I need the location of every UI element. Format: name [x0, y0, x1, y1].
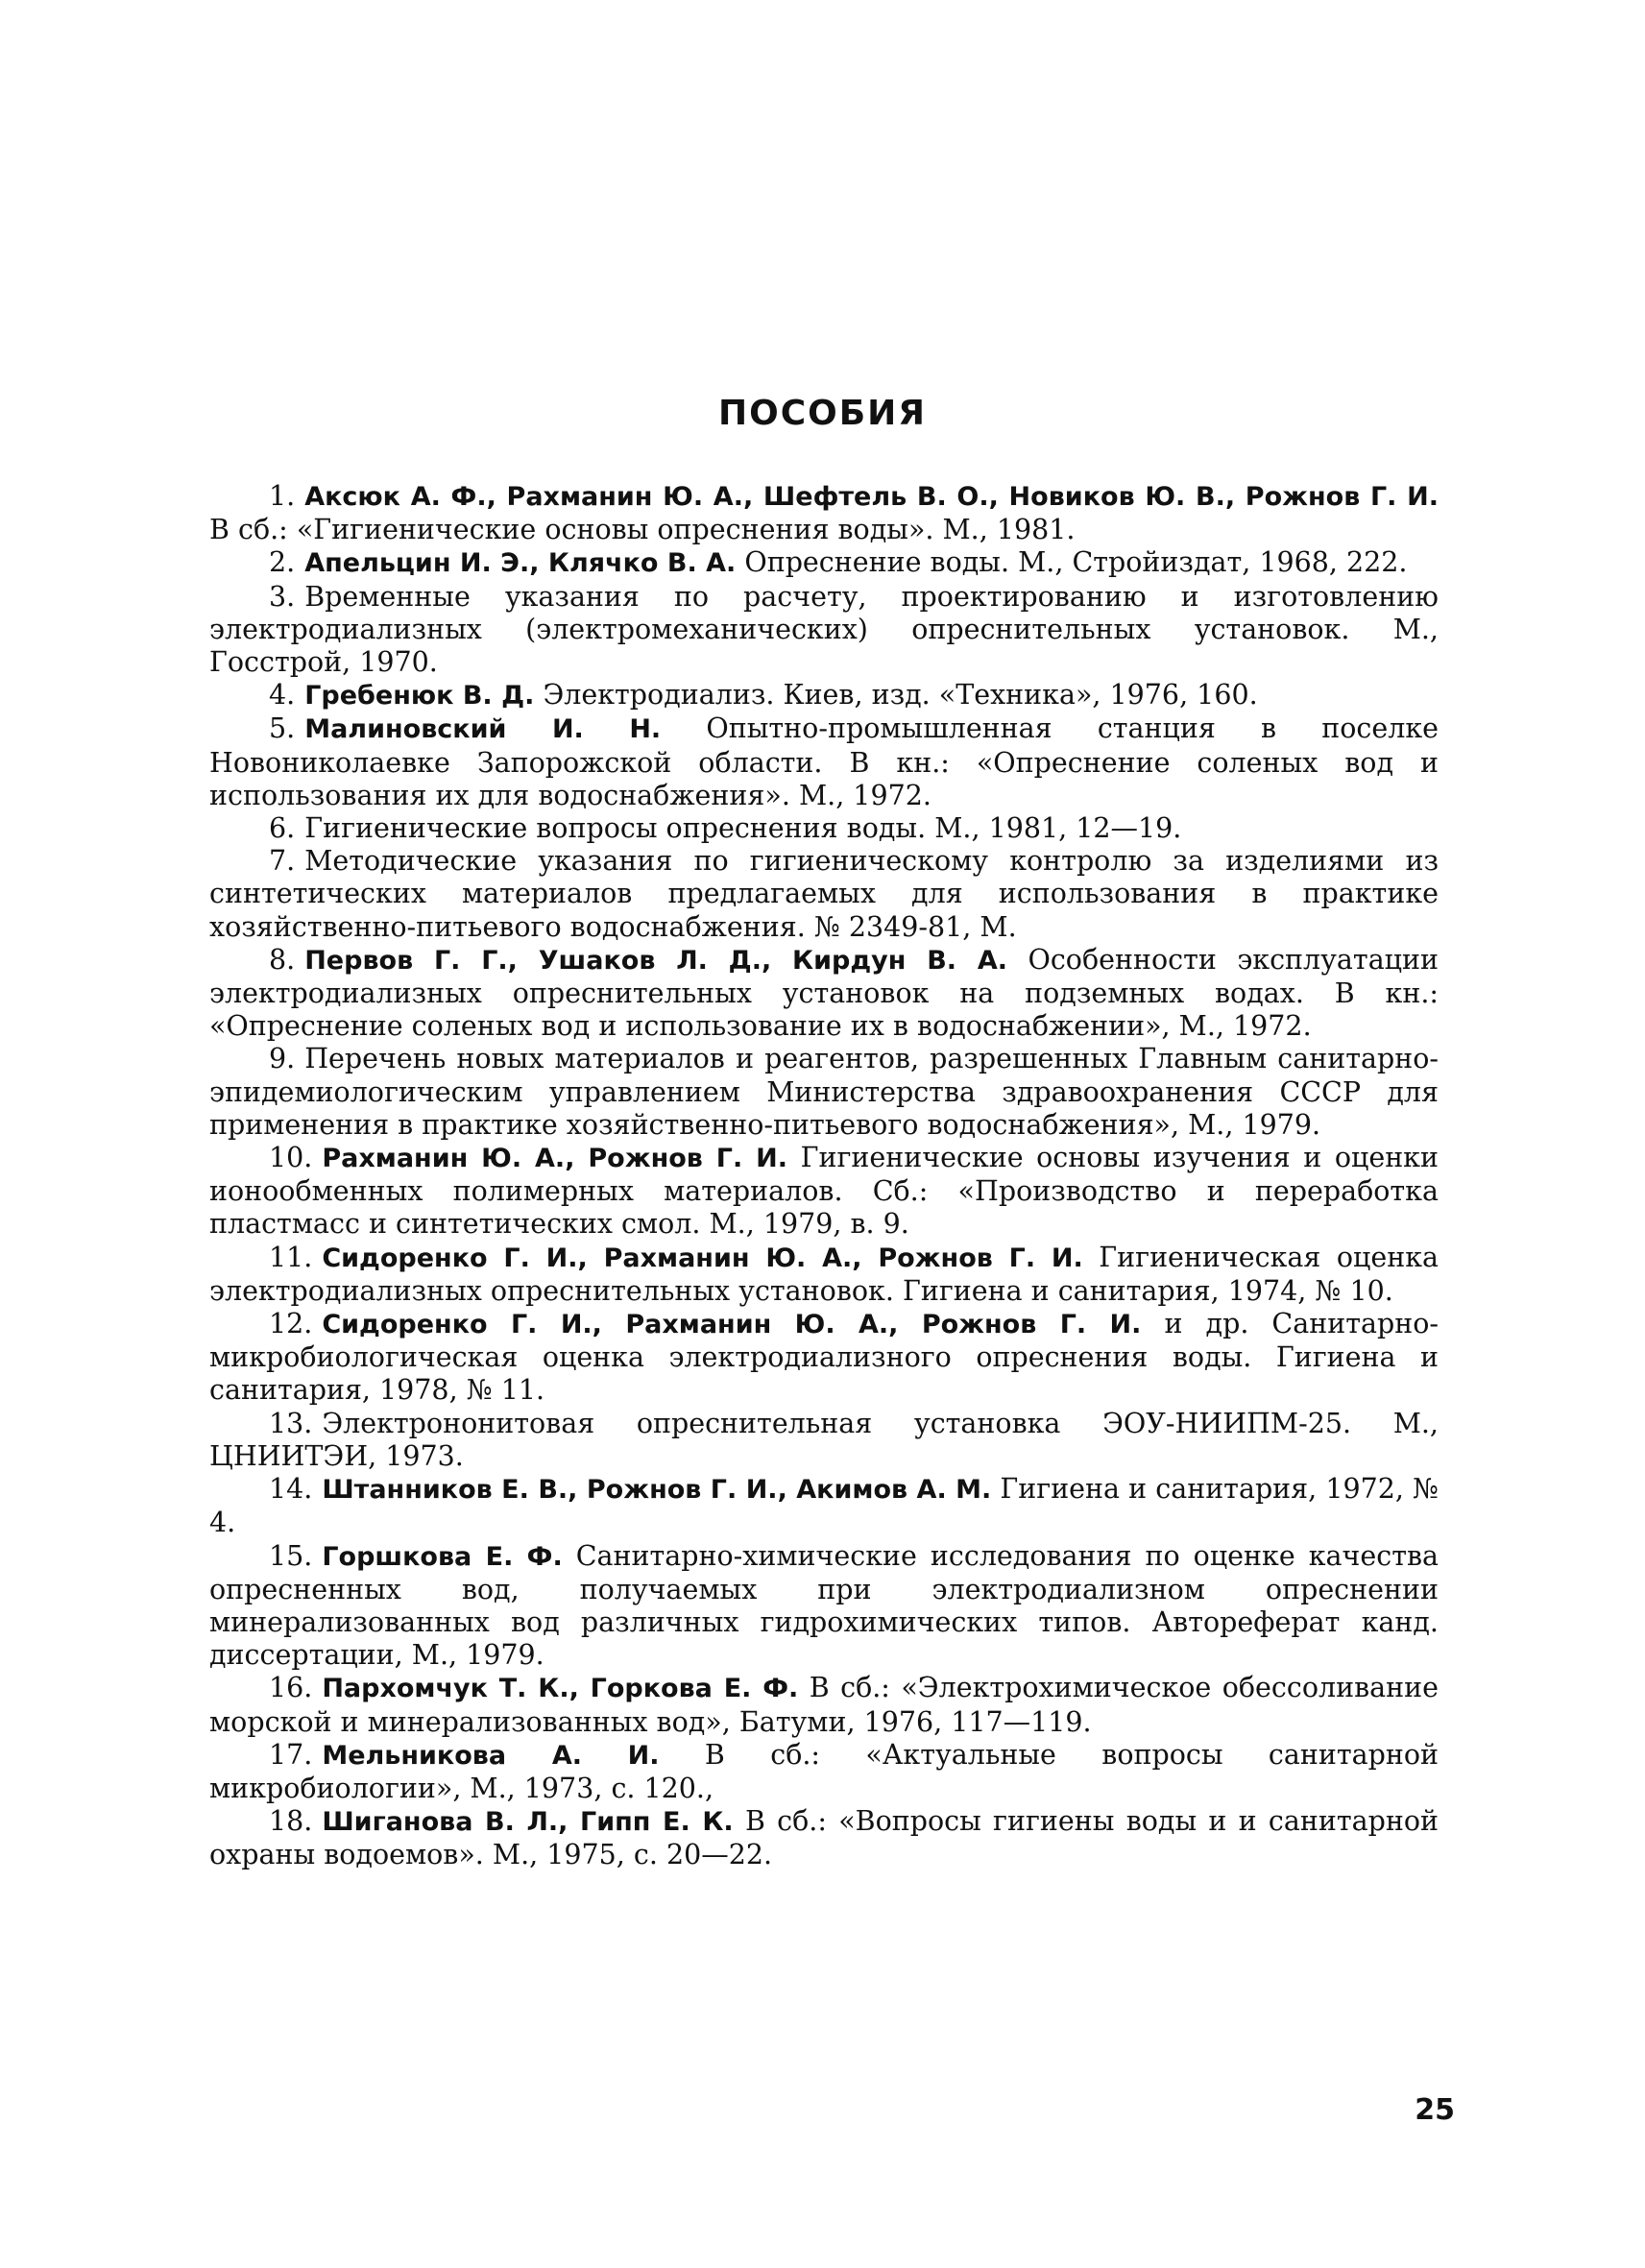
reference-number: 17.	[269, 1738, 313, 1771]
reference-item	[209, 1672, 1439, 1738]
reference-item	[209, 1142, 1439, 1242]
reference-text: Опреснение воды. М., Стройиздат, 1968, 222.	[744, 546, 1408, 579]
reference-authors: Рахманин Ю. А., Рожнов Г. И.	[322, 1144, 787, 1174]
reference-number: 3.	[269, 580, 296, 613]
reference-authors: Пархомчук Т. К., Горкова Е. Ф.	[322, 1674, 799, 1704]
reference-text: Перечень новых материалов и реагентов, разрешенных Главным санитарно-эпидемиологическим управлением Министерства здравоохранения СССР для применения в практике хозяйственно-питьевого водоснабжения», М., 1979.	[209, 1043, 1439, 1141]
reference-item	[209, 1473, 1439, 1539]
reference-item	[209, 712, 1439, 812]
reference-text: Гигиена и санитария, 1972, № 4.	[209, 1473, 1439, 1539]
section-heading: ПОСОБИЯ	[717, 394, 928, 433]
reference-text: Гигиенические вопросы опреснения воды. М., 1981, 12—19.	[304, 812, 1182, 845]
reference-text: В сб.: «Вопросы гигиены воды и и санитарной охраны водоемов». М., 1975, с. 20—22.	[209, 1805, 1439, 1871]
reference-item	[209, 1805, 1439, 1871]
reference-authors: Шиганова В. Л., Гипп Е. К.	[322, 1807, 734, 1838]
reference-number: 12.	[269, 1308, 313, 1340]
reference-number: 11.	[269, 1241, 313, 1273]
reference-item	[209, 581, 1439, 680]
reference-authors: Мельникова А. И.	[322, 1740, 660, 1771]
reference-number: 5.	[269, 712, 296, 745]
reference-item	[209, 1308, 1439, 1408]
reference-text: Электрононитовая опреснительная установка ЭОУ-НИИПМ-25. М., ЦНИИТЭИ, 1973.	[209, 1407, 1439, 1472]
reference-item	[209, 812, 1439, 845]
reference-item	[209, 1408, 1439, 1473]
reference-number: 8.	[269, 943, 296, 976]
reference-item	[209, 480, 1439, 546]
reference-authors: Первов Г. Г., Ушаков Л. Д., Кирдун В. А.	[304, 945, 1008, 976]
reference-number: 1.	[269, 480, 296, 512]
reference-number: 13.	[269, 1407, 313, 1439]
reference-number: 9.	[269, 1043, 296, 1075]
reference-item	[209, 1242, 1439, 1308]
reference-item	[209, 679, 1439, 712]
reference-number: 6.	[269, 812, 296, 845]
reference-number: 4.	[269, 679, 296, 712]
reference-list	[209, 480, 1439, 1872]
reference-text: В сб.: «Актуальные вопросы санитарной микробиологии», М., 1973, с. 120.,	[209, 1738, 1439, 1804]
reference-item	[209, 546, 1439, 580]
page-number: 25	[1415, 2093, 1455, 2127]
reference-text: В сб.: «Гигиенические основы опреснения воды». М., 1981.	[209, 514, 1076, 546]
reference-text: Гигиеническая оценка электродиализных опреснительных установок. Гигиена и санитария, 1974, № 10.	[209, 1241, 1439, 1307]
reference-number: 18.	[269, 1805, 313, 1838]
reference-authors: Малиновский И. Н.	[304, 714, 662, 745]
reference-authors: Сидоренко Г. И., Рахманин Ю. А., Рожнов Г. И.	[322, 1310, 1142, 1340]
reference-text: Методические указания по гигиеническому контролю за изделиями из синтетических материалов предлагаемых для использования в практике хозяйственно-питьевого водоснабжения. № 2349-81, М.	[209, 845, 1439, 943]
reference-authors: Сидоренко Г. И., Рахманин Ю. А., Рожнов Г. И.	[322, 1243, 1083, 1273]
reference-authors: Штанников Е. В., Рожнов Г. И., Акимов А. М.	[322, 1475, 992, 1506]
reference-item	[209, 1540, 1439, 1673]
reference-authors: Горшкова Е. Ф.	[322, 1541, 563, 1572]
reference-authors: Гребенюк В. Д.	[304, 681, 535, 712]
reference-number: 2.	[269, 546, 296, 579]
reference-authors: Апельцин И. Э., Клячко В. А.	[304, 548, 737, 579]
reference-item	[209, 1739, 1439, 1805]
reference-number: 15.	[269, 1539, 313, 1572]
reference-text: Электродиализ. Киев, изд. «Техника», 1976, 160.	[543, 679, 1258, 712]
reference-number: 16.	[269, 1672, 313, 1704]
reference-text: и др. Санитарно-микробиологическая оценка электродиализного опреснения воды. Гигиена и санитария, 1978, № 11.	[209, 1308, 1439, 1407]
reference-text: Санитарно-химические исследования по оценке качества опресненных вод, получаемых при электродиализном опреснении минерализованных вод различных гидрохимических типов. Автореферат канд. диссертации, М., 1979.	[209, 1539, 1439, 1672]
reference-text: Гигиенические основы изучения и оценки ионообменных полимерных материалов. Сб.: «Производство и переработка пластмасс и синтетических смол. М., 1979, в. 9.	[209, 1142, 1439, 1241]
reference-text: Опытно-промышленная станция в поселке Новониколаевке Запорожской области. В кн.: «Опреснение соленых вод и использования их для водоснабжения». М., 1972.	[209, 712, 1439, 811]
reference-text: Особенности эксплуатации электродиализных опреснительных установок на подземных водах. В кн.: «Опреснение соленых вод и использование их в водоснабжении», М., 1972.	[209, 943, 1439, 1043]
reference-item	[209, 845, 1439, 944]
reference-item	[209, 944, 1439, 1044]
reference-number: 7.	[269, 845, 296, 878]
reference-number: 10.	[269, 1142, 313, 1174]
reference-text: Временные указания по расчету, проектированию и изготовлению электродиализных (электромеханических) опреснительных установок. М., Госстрой, 1970.	[209, 580, 1439, 679]
reference-text: В сб.: «Электрохимическое обессоливание морской и минерализованных вод», Батуми, 1976, 117—119.	[209, 1672, 1439, 1738]
reference-number: 14.	[269, 1473, 313, 1506]
reference-authors: Аксюк А. Ф., Рахманин Ю. А., Шефтель В. О., Новиков Ю. В., Рожнов Г. И.	[304, 482, 1439, 512]
reference-item	[209, 1043, 1439, 1142]
